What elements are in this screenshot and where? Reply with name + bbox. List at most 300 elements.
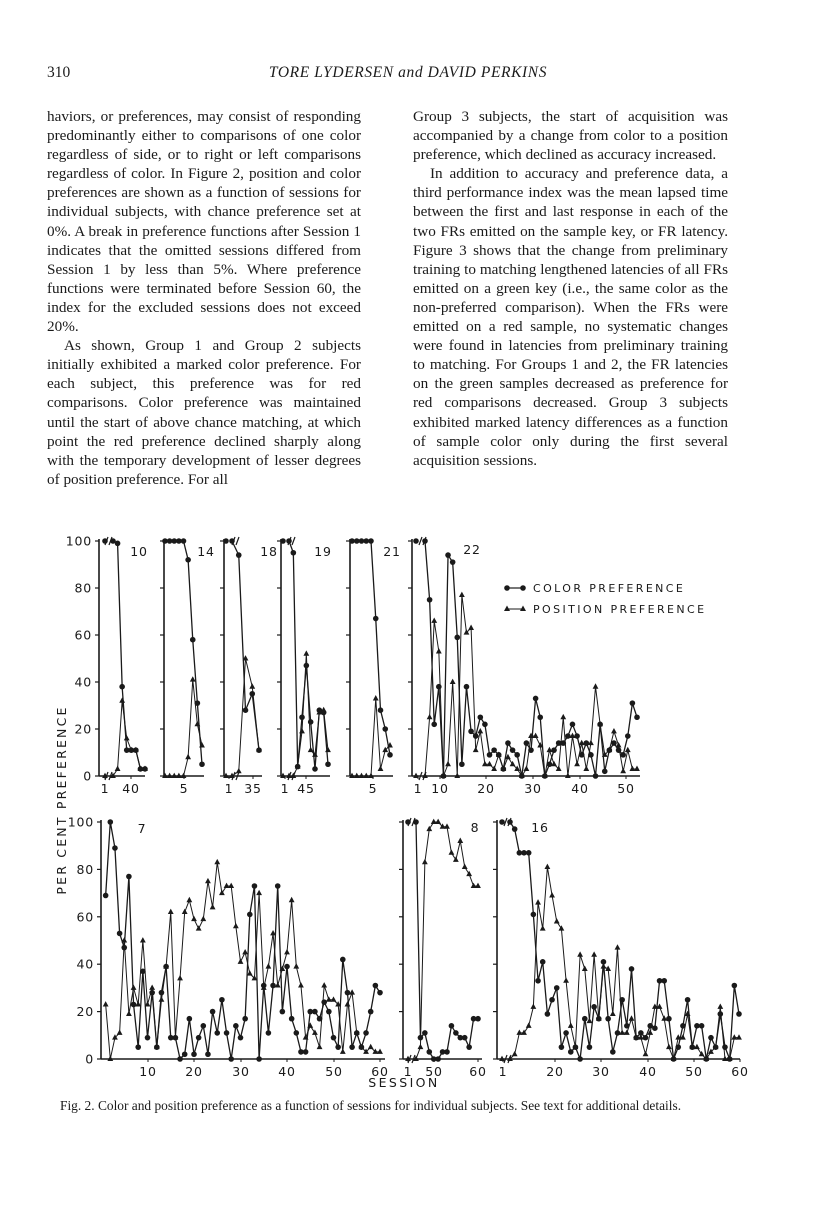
position-preference-point <box>210 904 216 909</box>
color-preference-point <box>280 1009 286 1015</box>
color-preference-point <box>181 538 187 544</box>
position-preference-point <box>560 714 566 719</box>
position-preference-point <box>717 1003 723 1008</box>
running-head: TORE LYDERSEN and DAVID PERKINS <box>268 64 548 81</box>
triangle-marker-icon <box>504 606 510 612</box>
position-preference-point <box>368 1044 374 1049</box>
color-preference-point <box>331 1035 337 1041</box>
color-preference-point <box>634 714 640 720</box>
position-preference-point <box>298 982 304 987</box>
position-preference-line <box>416 822 478 1059</box>
color-preference-point <box>228 1056 234 1062</box>
color-preference-point <box>427 597 433 603</box>
color-preference-point <box>201 1023 207 1029</box>
color-preference-point <box>453 1030 459 1036</box>
color-preference-point <box>732 983 738 989</box>
color-preference-point <box>462 1035 468 1041</box>
y-tick-label: 60 <box>76 909 94 925</box>
color-preference-point <box>238 1035 244 1041</box>
position-preference-point <box>611 728 617 733</box>
position-preference-point <box>228 883 234 888</box>
position-preference-point <box>523 766 529 771</box>
position-preference-point <box>544 864 550 869</box>
color-preference-point <box>505 740 511 746</box>
x-tick-label: 50 <box>425 1064 443 1079</box>
position-preference-point <box>124 735 130 740</box>
color-preference-point <box>445 552 451 558</box>
position-preference-point <box>436 648 442 653</box>
position-preference-point <box>427 714 433 719</box>
position-preference-point <box>549 892 555 897</box>
color-preference-point <box>512 826 518 832</box>
color-preference-point <box>243 707 249 713</box>
y-tick-label: 80 <box>74 580 92 596</box>
color-preference-point <box>482 722 488 728</box>
color-preference-point <box>308 719 314 725</box>
color-preference-point <box>625 733 631 739</box>
color-preference-point <box>312 766 318 772</box>
color-preference-point <box>190 637 196 643</box>
circle-marker-icon <box>504 585 510 591</box>
position-preference-point <box>620 768 626 773</box>
position-preference-point <box>568 1022 574 1027</box>
position-preference-point <box>331 996 337 1001</box>
chart-panel-subject-21 <box>346 538 393 779</box>
legend-label-color: COLOR PREFERENCE <box>533 582 686 595</box>
color-preference-point <box>545 1011 551 1017</box>
subject-number-label: 14 <box>197 544 215 559</box>
y-tick-label: 0 <box>85 1051 94 1067</box>
position-preference-point <box>200 916 206 921</box>
color-preference-line <box>165 541 202 764</box>
y-tick-label: 20 <box>76 1004 94 1020</box>
color-preference-point <box>185 557 191 563</box>
x-tick-label: 5 <box>368 781 378 796</box>
x-tick-label: 60 <box>371 1064 389 1079</box>
x-tick-label: 1 <box>413 781 423 796</box>
position-preference-point <box>625 747 631 752</box>
position-preference-point <box>418 1044 424 1049</box>
color-preference-point <box>478 714 484 720</box>
position-preference-point <box>378 766 384 771</box>
x-tick-label: 50 <box>685 1064 703 1079</box>
position-preference-point <box>191 916 197 921</box>
position-preference-point <box>214 859 220 864</box>
legend <box>504 585 526 611</box>
color-preference-line <box>113 541 145 769</box>
color-preference-line <box>106 822 380 1059</box>
color-preference-point <box>563 1030 569 1036</box>
position-preference-point <box>168 909 174 914</box>
position-preference-point <box>256 890 262 895</box>
color-preference-point <box>103 893 109 899</box>
position-preference-point <box>643 1051 649 1056</box>
position-preference-point <box>533 733 539 738</box>
x-tick-label: 60 <box>469 1064 487 1079</box>
x-tick-label: 30 <box>524 781 542 796</box>
position-preference-point <box>317 1044 323 1049</box>
color-preference-point <box>591 1004 597 1010</box>
color-preference-point <box>605 1016 611 1022</box>
color-preference-point <box>373 983 379 989</box>
x-tick-label: 30 <box>232 1064 250 1079</box>
position-preference-point <box>526 1022 532 1027</box>
color-preference-point <box>312 1009 318 1015</box>
position-preference-point <box>591 951 597 956</box>
position-preference-point <box>445 761 451 766</box>
position-preference-point <box>487 761 493 766</box>
x-tick-label: 10 <box>431 781 449 796</box>
color-preference-point <box>368 538 374 544</box>
color-preference-point <box>510 747 516 753</box>
subject-number-label: 8 <box>470 820 480 835</box>
chart-panel-subject-7 <box>97 819 385 1062</box>
color-preference-point <box>291 550 297 556</box>
color-preference-point <box>602 769 608 775</box>
color-preference-point <box>378 707 384 713</box>
color-preference-point <box>119 684 125 690</box>
color-preference-point <box>722 1044 728 1050</box>
color-preference-point <box>652 1025 658 1031</box>
position-preference-point <box>126 1011 132 1016</box>
position-preference-point <box>236 768 242 773</box>
page-number: 310 <box>47 64 71 81</box>
position-preference-point <box>149 985 155 990</box>
color-preference-point <box>236 552 242 558</box>
paragraph: As shown, Group 1 and Group 2 subjects initially exhibited a marked color preference. For each subject, this preference was for red comparisons. Color preference was maintained until the start of above chance matching, at which point the red preference declined sharply along with the temporary development of lesser degrees of position preference. For all <box>47 337 361 488</box>
color-preference-point <box>256 1056 262 1062</box>
y-tick-label: 100 <box>67 814 94 830</box>
y-tick-label: 20 <box>74 721 92 737</box>
subject-number-label: 22 <box>463 542 481 557</box>
color-preference-line <box>352 541 390 755</box>
color-preference-point <box>426 1049 432 1055</box>
position-preference-point <box>326 996 332 1001</box>
color-preference-point <box>229 538 235 544</box>
x-tick-label: 1 <box>280 781 290 796</box>
color-preference-point <box>577 1056 583 1062</box>
color-preference-point <box>177 1056 183 1062</box>
position-preference-point <box>615 944 621 949</box>
color-preference-point <box>303 1049 309 1055</box>
x-tick-label: 30 <box>592 1064 610 1079</box>
color-preference-point <box>294 1030 300 1036</box>
position-preference-point <box>186 897 192 902</box>
position-preference-point <box>563 977 569 982</box>
position-preference-point <box>249 683 255 688</box>
position-preference-point <box>601 963 607 968</box>
position-preference-point <box>477 728 483 733</box>
y-tick-label: 100 <box>65 533 92 549</box>
position-preference-point <box>540 925 546 930</box>
position-preference-point <box>634 766 640 771</box>
color-preference-point <box>368 1009 374 1015</box>
color-preference-point <box>252 883 258 889</box>
x-tick-label: 1 <box>498 1064 508 1079</box>
color-preference-point <box>464 684 470 690</box>
position-preference-point <box>289 897 295 902</box>
color-preference-point <box>570 722 576 728</box>
position-preference-point <box>450 679 456 684</box>
subject-number-label: 10 <box>130 544 148 559</box>
position-preference-point <box>140 937 146 942</box>
color-preference-line <box>425 541 637 776</box>
color-preference-point <box>661 978 667 984</box>
color-preference-point <box>468 729 474 735</box>
position-preference-point <box>629 1015 635 1020</box>
x-tick-label: 40 <box>571 781 589 796</box>
position-preference-point <box>530 1003 536 1008</box>
y-tick-label: 40 <box>74 674 92 690</box>
color-preference-point <box>349 1044 355 1050</box>
y-axis-title: PER CENT PREFERENCE <box>54 705 69 895</box>
position-preference-point <box>182 909 188 914</box>
color-preference-point <box>431 722 437 728</box>
paragraph: Group 3 subjects, the start of acquisition was accompanied by a change from color to a position preference, which declined as accuracy increased. <box>413 108 728 164</box>
color-preference-point <box>568 1049 574 1055</box>
color-preference-point <box>340 957 346 963</box>
color-preference-point <box>224 1030 230 1036</box>
color-preference-point <box>422 1030 428 1036</box>
color-preference-point <box>321 999 327 1005</box>
position-preference-point <box>731 1034 737 1039</box>
chart-panel-subject-8 <box>399 818 482 1063</box>
color-preference-point <box>249 691 255 697</box>
color-preference-point <box>475 1016 481 1022</box>
position-preference-point <box>462 864 468 869</box>
x-tick-label: 1 <box>224 781 234 796</box>
x-tick-label: 20 <box>185 1064 203 1079</box>
position-preference-point <box>196 925 202 930</box>
x-tick-label: 60 <box>731 1064 749 1079</box>
x-tick-label: 45 <box>297 781 315 796</box>
figure-caption: Fig. 2. Color and position preference as a function of sessions for individual subjects. See text for additional details. <box>60 1098 682 1113</box>
position-preference-point <box>190 676 196 681</box>
position-preference-point <box>449 849 455 854</box>
color-preference-point <box>115 541 121 547</box>
color-preference-point <box>514 752 520 758</box>
subject-number-label: 7 <box>137 821 147 836</box>
paragraph: haviors, or preferences, may consist of responding predominantly either to comparisons of one color regardless of side, or to right or left comparisons regardless of color. In Figure 2, position and color preferences are shown as a function of sessions for individual subjects, with chance preference set at 0%. A break in preference functions after Session 1 indicates that the omitted sessions differed from Session 1 by less than 5%. Where preference functions were terminated before Session 60, the index for the excluded sessions does not exceed 20%. <box>47 108 361 336</box>
triangle-marker-icon <box>520 606 526 612</box>
color-preference-point <box>629 966 635 972</box>
x-tick-label: 20 <box>477 781 495 796</box>
position-preference-point <box>629 766 635 771</box>
color-preference-point <box>135 1044 141 1050</box>
color-preference-point <box>593 773 599 779</box>
color-preference-point <box>159 990 165 996</box>
position-preference-point <box>516 1030 522 1035</box>
position-preference-point <box>299 728 305 733</box>
position-preference-point <box>205 878 211 883</box>
color-preference-point <box>499 819 505 825</box>
position-preference-line <box>352 698 390 776</box>
y-tick-label: 60 <box>74 627 92 643</box>
color-preference-point <box>435 1056 441 1062</box>
position-preference-point <box>284 949 290 954</box>
color-preference-point <box>387 752 393 758</box>
position-preference-point <box>624 1030 630 1035</box>
color-preference-point <box>191 1051 197 1057</box>
color-preference-point <box>459 761 465 767</box>
x-tick-label: 35 <box>244 781 262 796</box>
y-tick-label: 0 <box>83 768 92 784</box>
x-tick-label: 10 <box>139 1064 157 1079</box>
color-preference-point <box>454 635 460 641</box>
color-preference-line <box>510 822 739 1059</box>
y-tick-label: 80 <box>76 861 94 877</box>
color-preference-point <box>526 850 532 856</box>
subject-number-label: 19 <box>314 544 332 559</box>
color-preference-point <box>223 538 229 544</box>
position-preference-point <box>177 975 183 980</box>
preference-charts <box>0 525 816 1105</box>
color-preference-point <box>699 1023 705 1029</box>
subject-number-label: 21 <box>383 544 401 559</box>
x-tick-label: 50 <box>325 1064 343 1079</box>
color-preference-point <box>117 931 123 937</box>
color-preference-point <box>210 1009 216 1015</box>
position-preference-line <box>113 701 145 776</box>
position-preference-point <box>473 747 479 752</box>
x-tick-label: 5 <box>179 781 189 796</box>
position-preference-point <box>583 766 589 771</box>
position-preference-point <box>185 754 191 759</box>
position-preference-point <box>666 1044 672 1049</box>
color-preference-point <box>205 1051 211 1057</box>
color-preference-point <box>145 1035 151 1041</box>
color-preference-point <box>126 874 132 880</box>
color-preference-point <box>196 1035 202 1041</box>
color-preference-point <box>559 1044 565 1050</box>
position-preference-point <box>574 761 580 766</box>
position-preference-point <box>321 982 327 987</box>
position-preference-point <box>736 1034 742 1039</box>
color-preference-point <box>708 1035 714 1041</box>
position-preference-point <box>582 966 588 971</box>
color-preference-point <box>620 752 626 758</box>
x-tick-label: 40 <box>278 1064 296 1079</box>
color-preference-point <box>524 740 530 746</box>
color-preference-point <box>382 726 388 732</box>
subject-number-label: 16 <box>531 820 549 835</box>
color-preference-point <box>736 1011 742 1017</box>
chart-panel-subject-16 <box>493 818 742 1063</box>
color-preference-point <box>630 700 636 706</box>
color-preference-point <box>449 1023 455 1029</box>
color-preference-point <box>266 1030 272 1036</box>
color-preference-point <box>233 1023 239 1029</box>
position-preference-point <box>468 625 474 630</box>
color-preference-point <box>549 997 555 1003</box>
color-preference-point <box>325 761 331 767</box>
color-preference-point <box>373 616 379 622</box>
position-preference-point <box>577 951 583 956</box>
color-preference-point <box>450 559 456 565</box>
position-preference-point <box>422 859 428 864</box>
color-preference-point <box>187 1016 193 1022</box>
color-preference-line <box>232 541 259 750</box>
position-preference-point <box>435 819 441 824</box>
color-preference-point <box>540 959 546 965</box>
color-preference-point <box>335 1044 341 1050</box>
color-preference-point <box>275 883 281 889</box>
color-preference-point <box>537 714 543 720</box>
color-preference-point <box>582 1016 588 1022</box>
color-preference-point <box>685 997 691 1003</box>
color-preference-point <box>247 912 253 918</box>
color-preference-point <box>112 845 118 851</box>
color-preference-point <box>491 747 497 753</box>
x-tick-label: 40 <box>122 781 140 796</box>
position-preference-point <box>535 899 541 904</box>
right-column <box>413 107 728 470</box>
color-preference-point <box>299 714 305 720</box>
y-tick-label: 40 <box>76 956 94 972</box>
chart-panel-subject-18 <box>220 537 262 780</box>
color-preference-point <box>487 752 493 758</box>
position-preference-point <box>117 1030 123 1035</box>
position-preference-point <box>345 1001 351 1006</box>
position-preference-point <box>303 650 309 655</box>
color-preference-point <box>377 990 383 996</box>
position-preference-point <box>119 697 125 702</box>
position-preference-point <box>554 918 560 923</box>
position-preference-point <box>115 766 121 771</box>
position-preference-point <box>475 883 481 888</box>
position-preference-point <box>610 1011 616 1016</box>
circle-marker-icon <box>520 585 526 591</box>
chart-panel-subject-10 <box>95 537 148 780</box>
color-preference-point <box>610 1049 616 1055</box>
color-preference-point <box>507 819 513 825</box>
color-preference-point <box>535 978 541 984</box>
x-tick-label: 40 <box>639 1064 657 1079</box>
color-preference-point <box>108 819 114 825</box>
chart-panel-subject-14 <box>160 538 205 779</box>
color-preference-point <box>587 1044 593 1050</box>
page-header <box>47 64 769 88</box>
x-tick-label: 1 <box>403 1064 413 1079</box>
paragraph: In addition to accuracy and preference data, a third performance index was the mean lapsed time between the first and last response in each of the two FRs emitted on the sample key, or FR latency. Figure 3 shows that the change from preliminary training to matching lengthened latencies of all FRs emitted on a green key (i.e., the same color as the non-preferred comparison). When the FRs were emitted on a red sample, no systematic changes were found in latencies from preliminary training to matching. For Groups 1 and 2, the FR latencies on the green samples decreased as preference for red comparisons decreased. Group 3 subjects exhibited marked latency differences as a function of sample color only during the first several acquisition sessions. <box>413 165 728 469</box>
color-preference-point <box>422 538 428 544</box>
x-tick-label: 20 <box>546 1064 564 1079</box>
color-preference-point <box>413 819 419 825</box>
position-preference-point <box>340 1048 346 1053</box>
color-preference-point <box>326 1009 332 1015</box>
position-preference-point <box>444 823 450 828</box>
position-preference-point <box>377 1048 383 1053</box>
color-preference-point <box>242 1016 248 1022</box>
color-preference-point <box>280 538 286 544</box>
position-preference-point <box>103 1001 109 1006</box>
color-preference-point <box>531 912 537 918</box>
position-preference-point <box>233 923 239 928</box>
color-preference-point <box>405 819 411 825</box>
position-preference-point <box>459 592 465 597</box>
position-preference-point <box>293 963 299 968</box>
position-preference-point <box>431 618 437 623</box>
position-preference-point <box>159 996 165 1001</box>
position-preference-point <box>593 683 599 688</box>
color-preference-point <box>289 1016 295 1022</box>
x-tick-label: 1 <box>100 781 110 796</box>
position-preference-point <box>266 963 272 968</box>
color-preference-point <box>554 985 560 991</box>
color-preference-point <box>182 1051 188 1057</box>
position-preference-point <box>457 838 463 843</box>
position-preference-point <box>482 761 488 766</box>
